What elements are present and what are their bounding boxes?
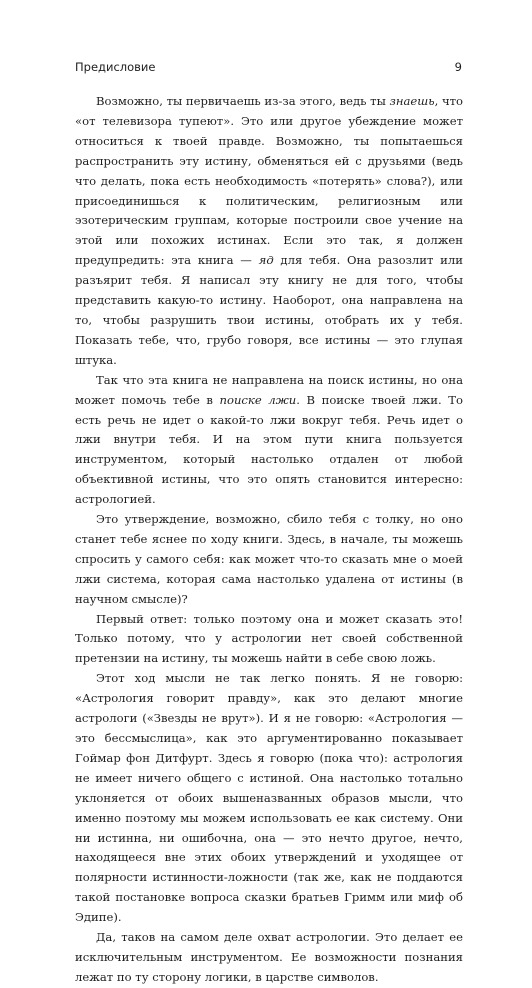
paragraph-text: . В поиске твоей лжи. То есть речь не идет о какой-то лжи вокруг тебя. Речь идет о лжи внутри тебя. И на этом пути книга пользуется инструментом, который настолько отдален от любой объективной истины, что это опять становится интересно: астрологией. — [75, 392, 463, 507]
emphasis-text: поиске лжи — [219, 392, 297, 407]
paragraph-text: Да, таков на самом деле охват астрологии. Это делает ее исключительным инструментом. Ее возможности познания лежат по ту сторону логики, в царстве символов. — [75, 930, 463, 984]
paragraph-text: Этот ход мысли не так легко понять. Я не говорю: «Астрология говорит правду», как это делают многие астрологи («Звезды не врут»). И я не говорю: «Астрология — это бессмыслица», как это аргументированно показывает Гоймар фон Дитфурт. Здесь я говорю (пока что): астрология не имеет ничего общего с истиной. Она настолько тотально уклоняется от обоих вышеназванных образов мысли, что именно поэтому мы можем использовать ее как систему. Они ни истинна, ни ошибочна, она — это нечто другое, нечто, находящееся вне этих обоих утверждений и уходящее от полярности истинности-ложности (так же, как не поддаются такой постановке вопроса сказки братьев Гримм или миф об Эдипе). — [75, 671, 463, 925]
page-number: 9 — [454, 60, 462, 74]
paragraph — [75, 510, 463, 610]
paragraph-text: Первый ответ: только поэтому она и может сказать это! Только потому, что у астрологии нет своей собственной претензии на истину, ты можешь найти в себе свою ложь. — [75, 611, 463, 666]
emphasis-text: знаешь — [389, 94, 435, 108]
paragraph-text: Так что эта книга не направлена на поиск истины, но она может помочь тебе в — [75, 372, 463, 407]
section-title: Предисловие — [75, 60, 156, 74]
running-header — [75, 60, 462, 74]
paragraph — [75, 371, 463, 510]
paragraph-text: Это утверждение, возможно, сбило тебя с толку, но оно станет тебе яснее по ходу книги. Здесь, в начале, ты можешь спросить у самого себя: как может что-то сказать мне о моей лжи система, которая сама настолько удалена от истины (в научном смысле)? — [75, 512, 463, 606]
paragraph — [75, 928, 463, 988]
paragraph-text: для тебя. Она разозлит или разъярит тебя. Я написал эту книгу не для того, чтобы представить какую-то истину. Наоборот, она направлена на то, чтобы разрушить твои истины, отобрать их у тебя. Показать тебе, что, грубо говоря, все истины — это глупая штука. — [75, 253, 463, 367]
paragraph — [75, 610, 463, 670]
body-text — [75, 92, 463, 988]
paragraph — [75, 669, 463, 928]
paragraph — [75, 92, 463, 371]
paragraph-text: Возможно, ты первичаешь из-за этого, ведь ты — [96, 94, 390, 108]
emphasis-text: яд — [258, 253, 274, 268]
paragraph-text: , что «от телевизора тупеют». Это или другое убеждение может относиться к твоей правде. Возможно, ты попытаешься распространить эту истину, обменяться ей с друзьями (ведь что делать, пока есть необходимость «потерять» слова?), или присоединишься к политическим, религиозным или эзотерическим группам, которые построили свое учение на этой или похожих истинах. Если это так, я должен предупредить: эта книга — — [75, 94, 464, 268]
